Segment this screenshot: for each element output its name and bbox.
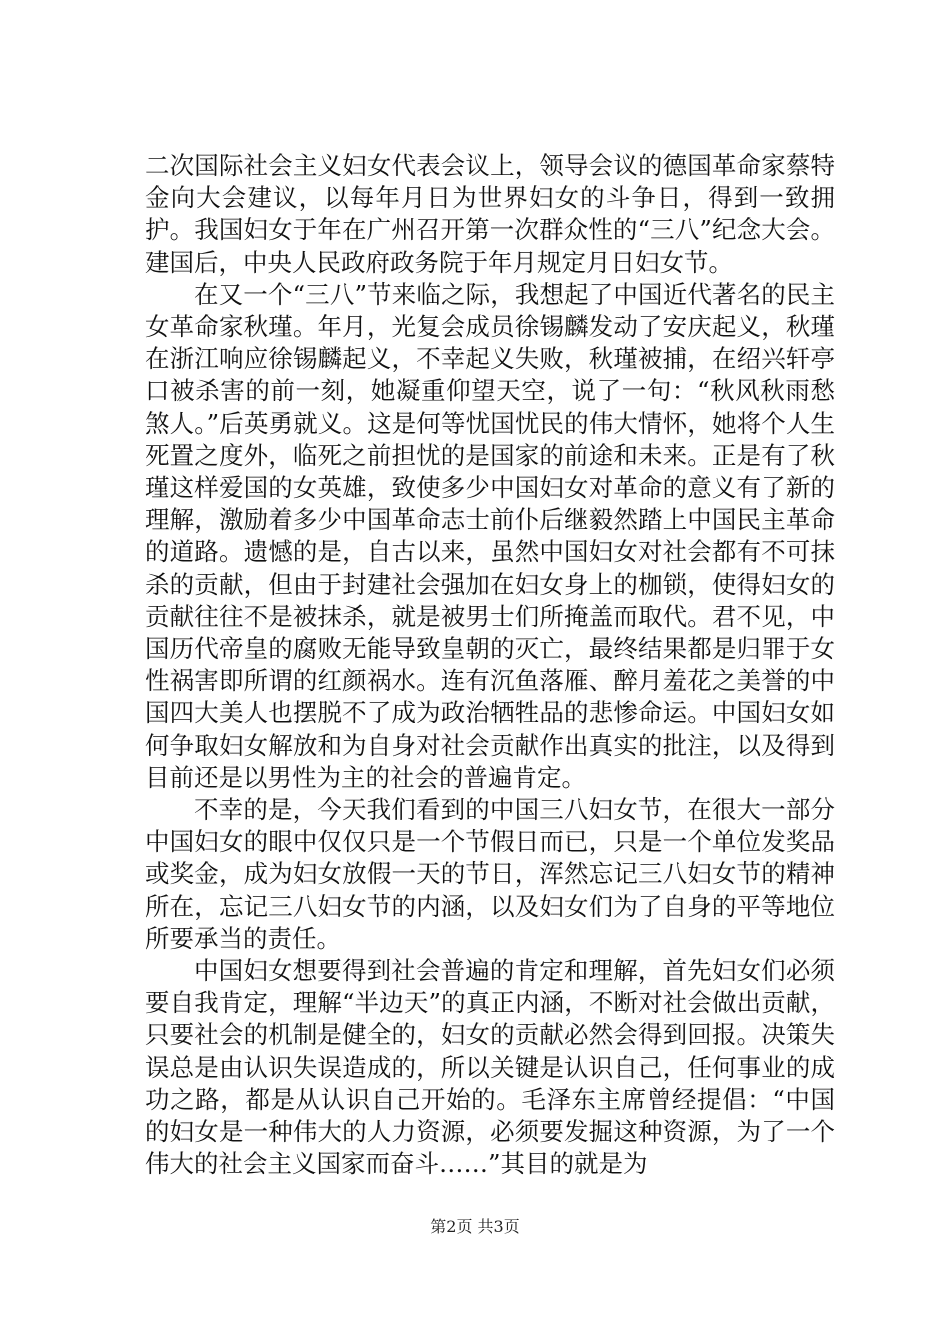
body-text	[145, 150, 835, 1181]
page-footer: 第2页 共3页	[430, 1217, 520, 1236]
paragraph-1: 二次国际社会主义妇女代表会议上，领导会议的德国革命家蔡特金向大会建议，以每年月日为世界妇女的斗争日，得到一致拥护。我国妇女于年在广州召开第一次群众性的“三八”纪念大会。建国后，中央人民政府政务院于年月规定月日妇女节。	[145, 151, 835, 277]
paragraph-4: 中国妇女想要得到社会普遍的肯定和理解，首先妇女们必须要自我肯定，理解“半边天”的真正内涵，不断对社会做出贡献，只要社会的机制是健全的，妇女的贡献必然会得到回报。决策失误总是由认识失误造成的，所以关键是认识自己，任何事业的成功之路，都是从认识自己开始的。毛泽东主席曾经提倡：“中国的妇女是一种伟大的人力资源，必须要发掘这种资源，为了一个伟大的社会主义国家而奋斗……”其目的就是为	[145, 956, 835, 1179]
paragraph-3: 不幸的是，今天我们看到的中国三八妇女节，在很大一部分中国妇女的眼中仅仅只是一个节假日而已，只是一个单位发奖品或奖金，成为妇女放假一天的节日，浑然忘记三八妇女节的精神所在，忘记三八妇女节的内涵，以及妇女们为了自身的平等地位所要承当的责任。	[145, 795, 835, 953]
paragraph-2: 在又一个“三八”节来临之际，我想起了中国近代著名的民主女革命家秋瑾。年月，光复会成员徐锡麟发动了安庆起义，秋瑾在浙江响应徐锡麟起义，不幸起义失败，秋瑾被捕，在绍兴轩亭口被杀害的前一刻，她凝重仰望天空，说了一句：“秋风秋雨愁煞人。”后英勇就义。这是何等忧国忧民的伟大情怀，她将个人生死置之度外，临死之前担忧的是国家的前途和未来。正是有了秋瑾这样爱国的女英雄，致使多少中国妇女对革命的意义有了新的理解，激励着多少中国革命志士前仆后继毅然踏上中国民主革命的道路。遗憾的是，自古以来，虽然中国妇女对社会都有不可抹杀的贡献，但由于封建社会强加在妇女身上的枷锁，使得妇女的贡献往往不是被抹杀，就是被男士们所掩盖而取代。君不见，中国历代帝皇的腐败无能导致皇朝的灭亡，最终结果都是归罪于女性祸害即所谓的红颜祸水。连有沉鱼落雁、醉月羞花之美誉的中国四大美人也摆脱不了成为政治牺牲品的悲惨命运。中国妇女如何争取妇女解放和为自身对社会贡献作出真实的批注，以及得到目前还是以男性为主的社会的普遍肯定。	[145, 279, 835, 792]
